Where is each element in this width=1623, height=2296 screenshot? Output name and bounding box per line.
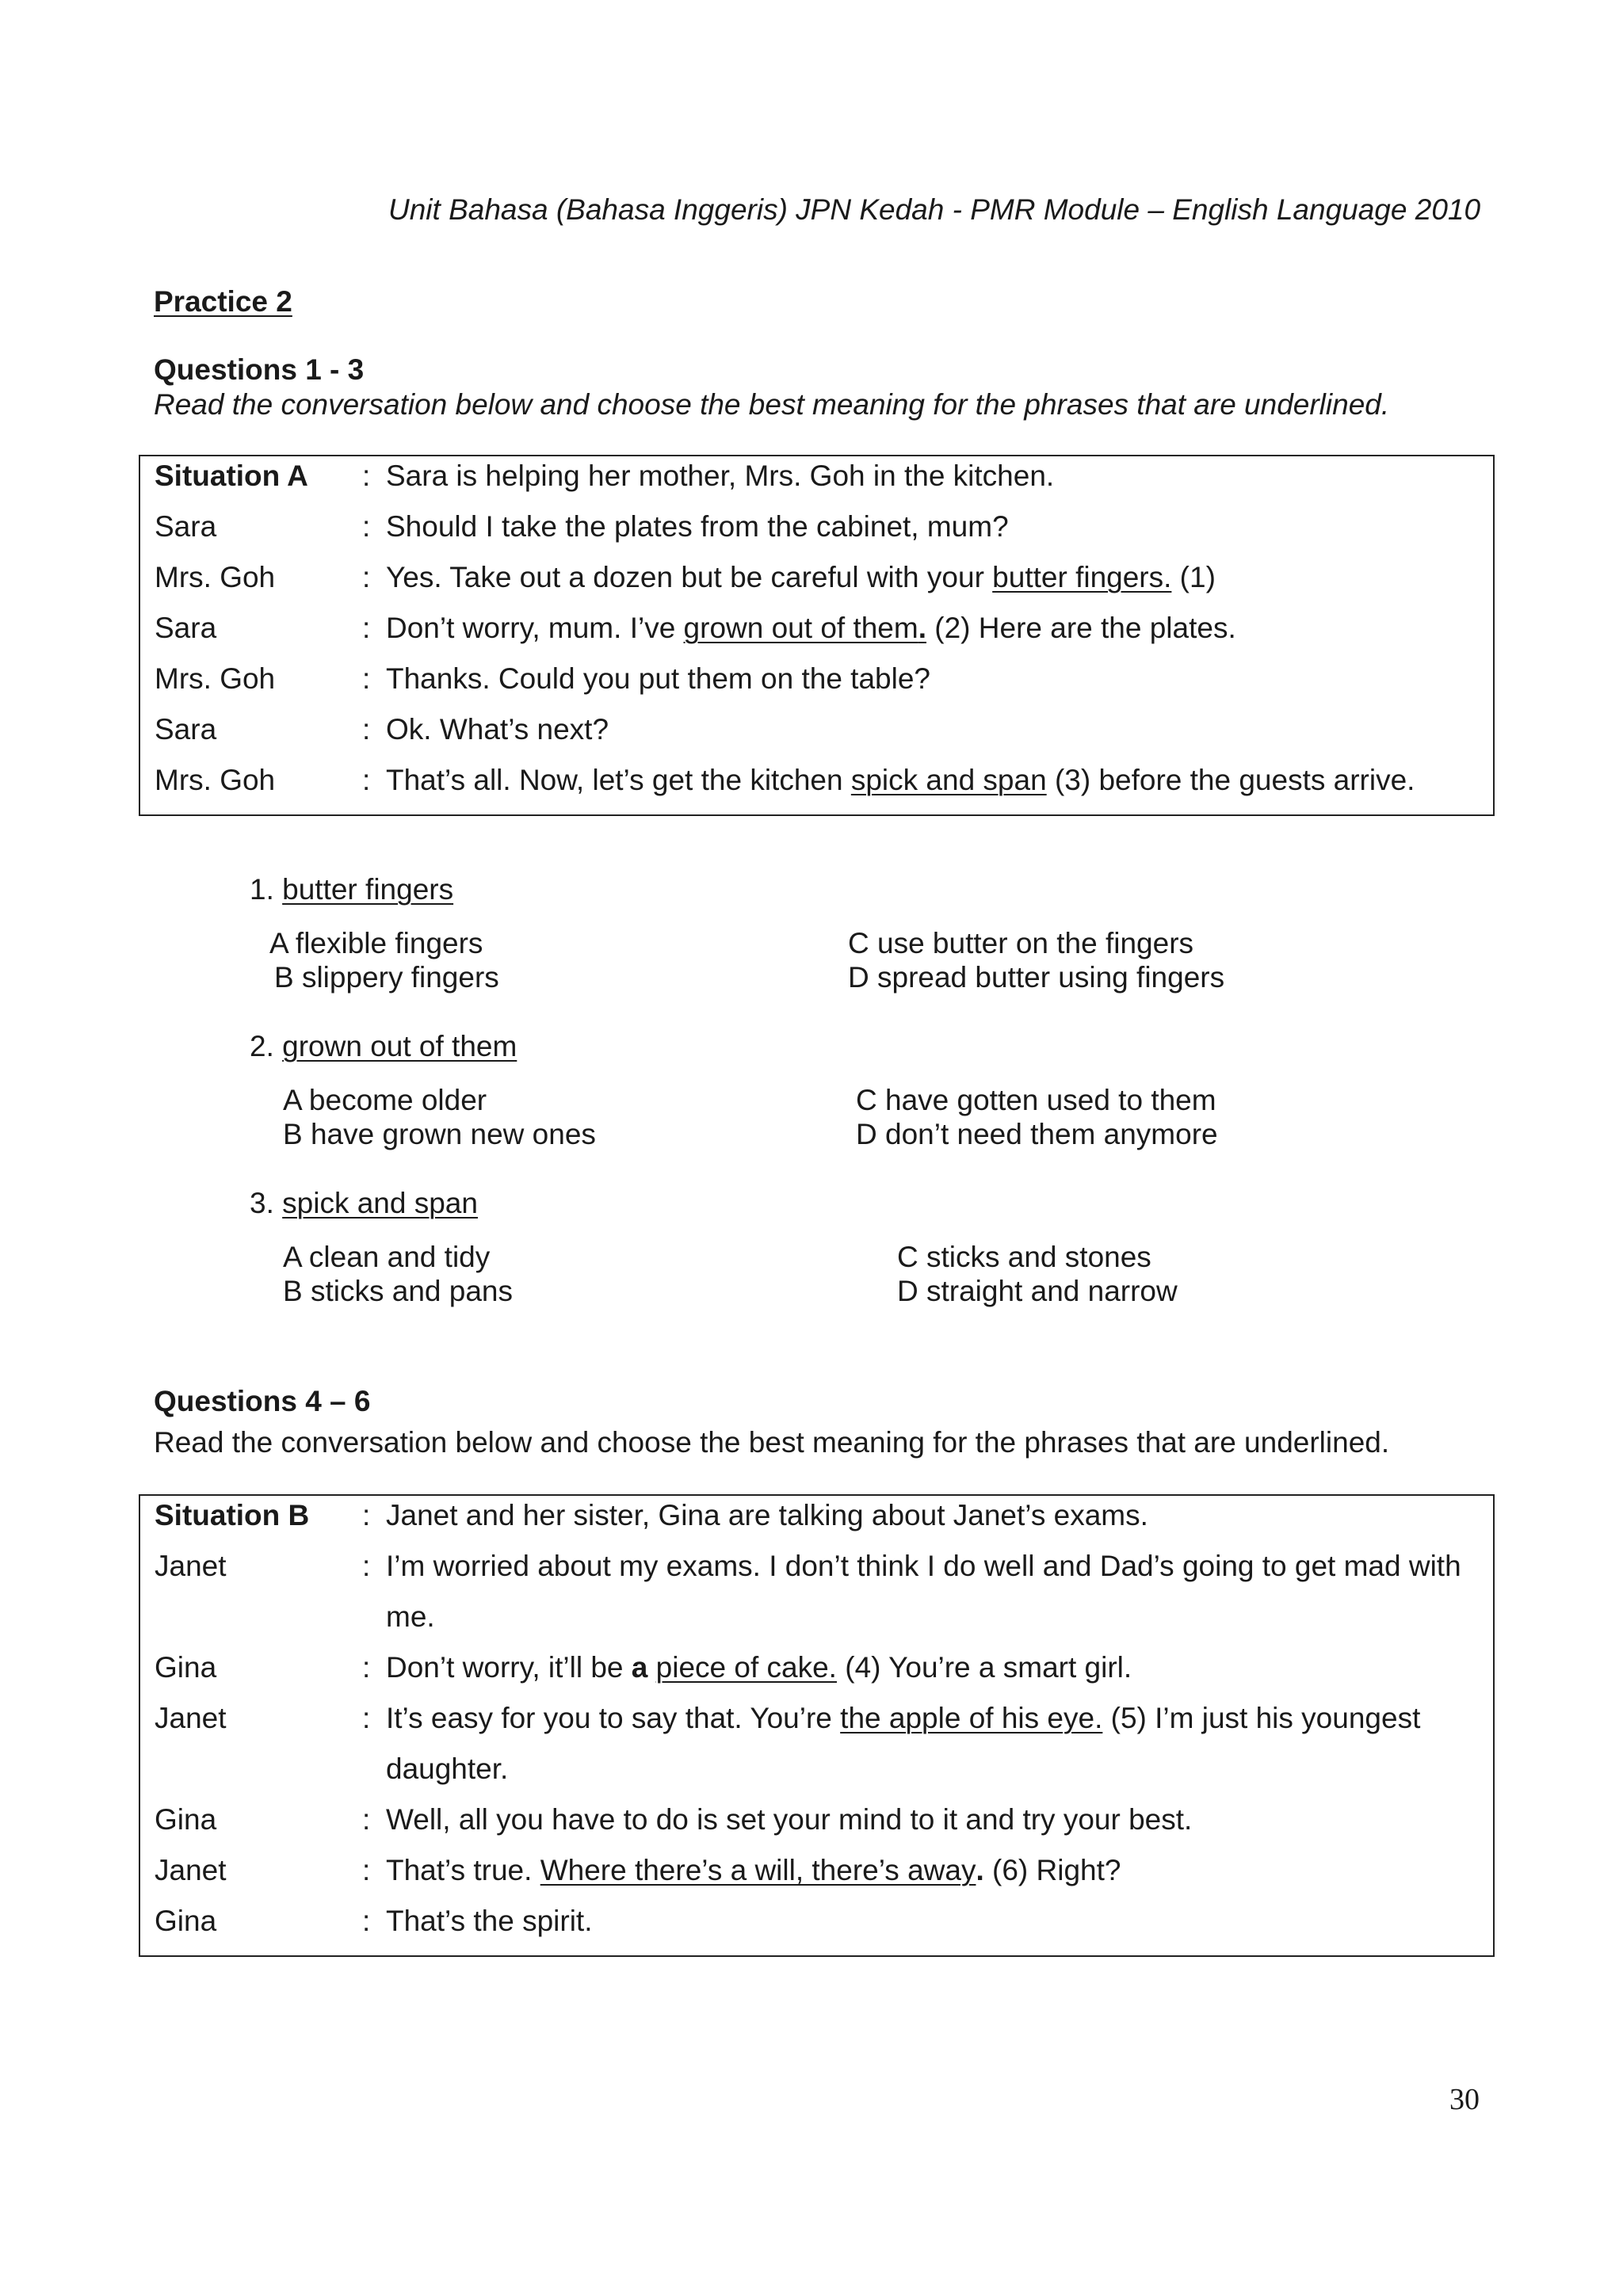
- section1-heading: Questions 1 - 3: [154, 353, 365, 386]
- colon: :: [362, 460, 371, 492]
- speaker: Gina: [155, 1651, 217, 1684]
- line-pre: That’s true.: [386, 1854, 540, 1886]
- colon: :: [362, 1702, 371, 1734]
- speaker: Sara: [155, 510, 217, 543]
- line-text: Thanks. Could you put them on the table?: [386, 662, 930, 695]
- option-a[interactable]: A become older: [283, 1084, 487, 1116]
- line-post: (4) You’re a smart girl.: [836, 1651, 1132, 1684]
- page-number: 30: [1449, 2083, 1480, 2116]
- speaker: Sara: [155, 612, 217, 644]
- underlined-phrase: piece of cake.: [655, 1651, 837, 1684]
- underlined-phrase: the apple of his eye.: [840, 1702, 1103, 1734]
- speaker: Mrs. Goh: [155, 764, 276, 796]
- dialogue-line: [155, 1905, 1485, 1955]
- question-number: 2.: [250, 1030, 274, 1062]
- speaker: Mrs. Goh: [155, 561, 276, 593]
- dialogue-line: [155, 1803, 1485, 1854]
- line-post: (1): [1171, 561, 1216, 593]
- line-text: [386, 612, 1485, 645]
- line-post: (3) before the guests arrive.: [1046, 764, 1415, 796]
- question-phrase: grown out of them: [282, 1030, 517, 1062]
- line-post: (5) I’m just his youngest: [1102, 1702, 1421, 1734]
- situation-text: Janet and her sister, Gina are talking about Janet’s exams.: [386, 1499, 1148, 1531]
- dialogue-line: [155, 662, 1485, 713]
- bold-period: .: [976, 1854, 984, 1886]
- colon: :: [362, 510, 371, 543]
- colon: :: [362, 764, 371, 796]
- option-b[interactable]: B sticks and pans: [283, 1275, 513, 1307]
- option-a[interactable]: A clean and tidy: [283, 1241, 491, 1273]
- speaker: Gina: [155, 1905, 217, 1937]
- option-c[interactable]: C use butter on the fingers: [848, 927, 1194, 959]
- question-1: [250, 873, 453, 906]
- colon: :: [362, 713, 371, 746]
- line-pre: Don’t worry, it’ll be: [386, 1651, 632, 1684]
- speaker: Gina: [155, 1803, 217, 1836]
- line-pre: Don’t worry, mum. I’ve: [386, 612, 684, 644]
- question-phrase: butter fingers: [282, 873, 454, 906]
- section2-heading: Questions 4 – 6: [154, 1385, 371, 1417]
- option-d[interactable]: D don’t need them anymore: [856, 1118, 1218, 1150]
- colon: :: [362, 1550, 371, 1582]
- dialogue-line: [155, 612, 1485, 662]
- question-number: 1.: [250, 873, 274, 906]
- situation-text: Sara is helping her mother, Mrs. Goh in the kitchen.: [386, 460, 1055, 492]
- dialogue-line: [155, 1702, 1485, 1803]
- option-d[interactable]: D spread butter using fingers: [848, 961, 1225, 994]
- page-header: Unit Bahasa (Bahasa Inggeris) JPN Kedah - PMR Module – English Language 2010: [388, 193, 1481, 226]
- speaker: Janet: [155, 1550, 227, 1582]
- option-a[interactable]: A flexible fingers: [269, 927, 483, 959]
- line-continuation: daughter.: [386, 1753, 509, 1785]
- line-post: (2) Here are the plates.: [926, 612, 1236, 644]
- bold-period: .: [918, 612, 926, 644]
- underlined-phrase: Where there’s a will, there’s away: [540, 1854, 976, 1886]
- question-number: 3.: [250, 1187, 274, 1219]
- space: [647, 1651, 655, 1684]
- colon: :: [362, 1651, 371, 1684]
- dialogue-line: [155, 713, 1485, 764]
- question-phrase: spick and span: [282, 1187, 478, 1219]
- option-b[interactable]: B slippery fingers: [274, 961, 499, 994]
- line-text: [386, 1651, 1485, 1684]
- situation-label: Situation B: [155, 1499, 310, 1531]
- line-text: [386, 561, 1485, 594]
- section1-instruction: Read the conversation below and choose the best meaning for the phrases that are underlined.: [154, 388, 1390, 421]
- situation-label: Situation A: [155, 460, 308, 492]
- speaker: Janet: [155, 1702, 227, 1734]
- option-c[interactable]: C have gotten used to them: [856, 1084, 1216, 1116]
- dialogue-line: [155, 1854, 1485, 1905]
- colon: :: [362, 561, 371, 593]
- dialogue-line: [155, 1651, 1485, 1702]
- colon: :: [362, 662, 371, 695]
- line-text: [386, 1702, 1485, 1735]
- section2-instruction: Read the conversation below and choose the best meaning for the phrases that are underlined.: [154, 1426, 1390, 1459]
- line-text: Should I take the plates from the cabinet, mum?: [386, 510, 1009, 543]
- question-3: [250, 1187, 478, 1220]
- situation-b-row: [155, 1499, 1485, 1550]
- line-text: [386, 1854, 1485, 1887]
- line-text: Well, all you have to do is set your mind to it and try your best.: [386, 1803, 1193, 1836]
- bold-article: a: [631, 1651, 648, 1684]
- dialogue-line: [155, 764, 1485, 814]
- practice-title: Practice 2: [154, 285, 292, 318]
- line-text: That’s the spirit.: [386, 1905, 593, 1937]
- colon: :: [362, 1905, 371, 1937]
- colon: :: [362, 1803, 371, 1836]
- situation-a-box: [139, 455, 1495, 816]
- speaker: Mrs. Goh: [155, 662, 276, 695]
- dialogue-line: [155, 510, 1485, 561]
- option-b[interactable]: B have grown new ones: [283, 1118, 596, 1150]
- option-c[interactable]: C sticks and stones: [897, 1241, 1151, 1273]
- phrase-text: grown out of them: [683, 612, 918, 644]
- colon: :: [362, 1499, 371, 1531]
- underlined-phrase: [684, 612, 926, 644]
- line-text: [386, 764, 1485, 797]
- dialogue-line: [155, 1550, 1485, 1651]
- situation-a-row: [155, 460, 1485, 510]
- underlined-phrase: butter fingers.: [992, 561, 1172, 593]
- line-post: (6) Right?: [983, 1854, 1121, 1886]
- underlined-phrase: spick and span: [850, 764, 1047, 796]
- line-pre: Yes. Take out a dozen but be careful with your: [386, 561, 993, 593]
- option-d[interactable]: D straight and narrow: [897, 1275, 1178, 1307]
- question-2: [250, 1030, 517, 1063]
- colon: :: [362, 612, 371, 644]
- line-text: Ok. What’s next?: [386, 713, 609, 746]
- colon: :: [362, 1854, 371, 1886]
- speaker: Sara: [155, 713, 217, 746]
- line-pre: That’s all. Now, let’s get the kitchen: [386, 764, 851, 796]
- line-text: I’m worried about my exams. I don’t think I do well and Dad’s going to get mad with: [386, 1550, 1461, 1582]
- line-pre: It’s easy for you to say that. You’re: [386, 1702, 841, 1734]
- dialogue-line: [155, 561, 1485, 612]
- situation-b-box: [139, 1494, 1495, 1957]
- line-continuation: me.: [386, 1600, 435, 1633]
- speaker: Janet: [155, 1854, 227, 1886]
